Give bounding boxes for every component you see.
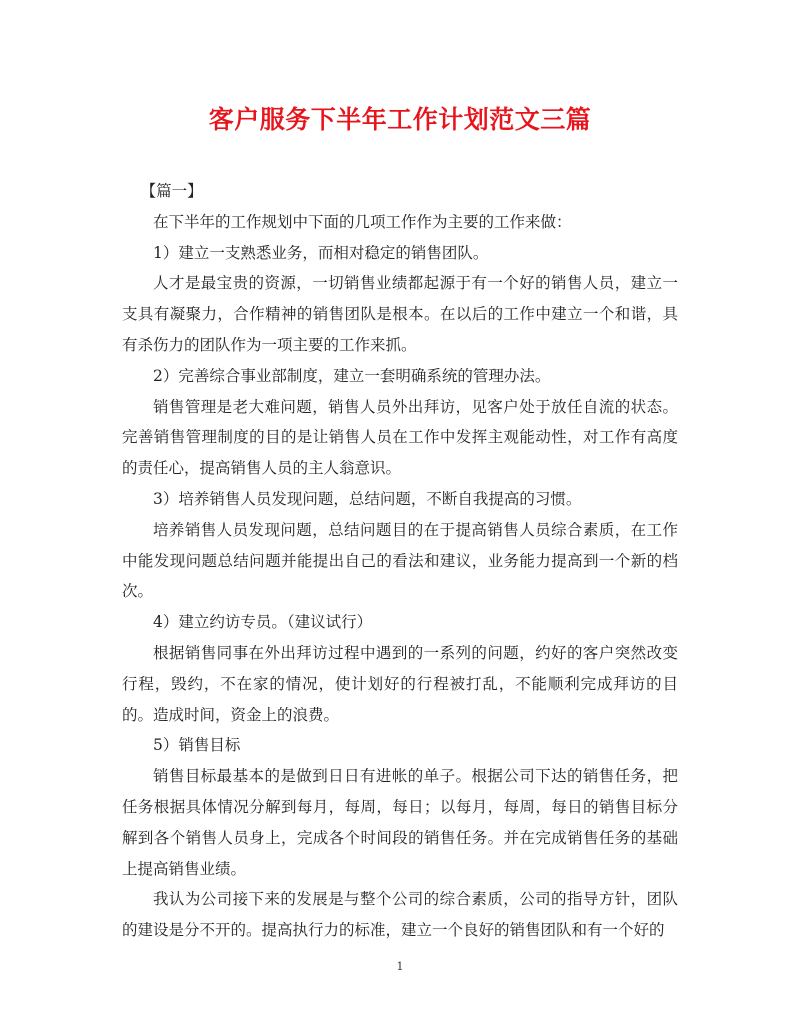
heading-item-2: 2）完善综合事业部制度，建立一套明确系统的管理办法。 <box>153 366 551 385</box>
page-number: 1 <box>396 960 404 973</box>
heading-item-5: 5）销售目标 <box>153 736 241 755</box>
paragraph-item-5: 销售目标最基本的是做到日日有进帐的单子。根据公司下达的销售任务，把任务根据具体情况分解到每月，每周，每日；以每月，每周，每日的销售目标分解到各个销售人员身上，完成各个时间段的销售任务。并在完成销售任务的基础上提高销售业绩。 <box>122 767 678 878</box>
heading-item-3: 3）培养销售人员发现问题，总结问题，不断自我提高的习惯。 <box>153 489 582 508</box>
paragraph-item-2: 销售管理是老大难问题，销售人员外出拜访，见客户处于放任自流的状态。完善销售管理制度的目的是让销售人员在工作中发挥主观能动性，对工作有高度的责任心，提高销售人员的主人翁意识。 <box>122 397 678 478</box>
heading-item-4: 4）建立约访专员。（建议试行） <box>153 613 373 632</box>
heading-item-1: 1）建立一支熟悉业务，而相对稳定的销售团队。 <box>153 243 489 262</box>
section-label: 【篇一】 <box>140 182 203 200</box>
paragraph-item-3: 培养销售人员发现问题，总结问题目的在于提高销售人员综合素质，在工作中能发现问题总结问题并能提出自己的看法和建议，业务能力提高到一个新的档次。 <box>122 520 678 601</box>
paragraph-intro: 在下半年的工作规划中下面的几项工作作为主要的工作来做： <box>153 212 572 231</box>
document-title: 客户服务下半年工作计划范文三篇 <box>208 105 592 134</box>
paragraph-item-1: 人才是最宝贵的资源，一切销售业绩都起源于有一个好的销售人员，建立一支具有凝聚力，合作精神的销售团队是根本。在以后的工作中建立一个和谐，具有杀伤力的团队作为一项主要的工作来抓。 <box>122 274 678 354</box>
paragraph-conclusion: 我认为公司接下来的发展是与整个公司的综合素质，公司的指导方针，团队的建设是分不开的。提高执行力的标准，建立一个良好的销售团队和有一个好的 <box>122 890 678 940</box>
document-body <box>122 176 678 946</box>
paragraph-item-4: 根据销售同事在外出拜访过程中遇到的一系列的问题，约好的客户突然改变行程，毁约，不在家的情况，使计划好的行程被打乱，不能顺利完成拜访的目的。造成时间，资金上的浪费。 <box>122 643 678 724</box>
